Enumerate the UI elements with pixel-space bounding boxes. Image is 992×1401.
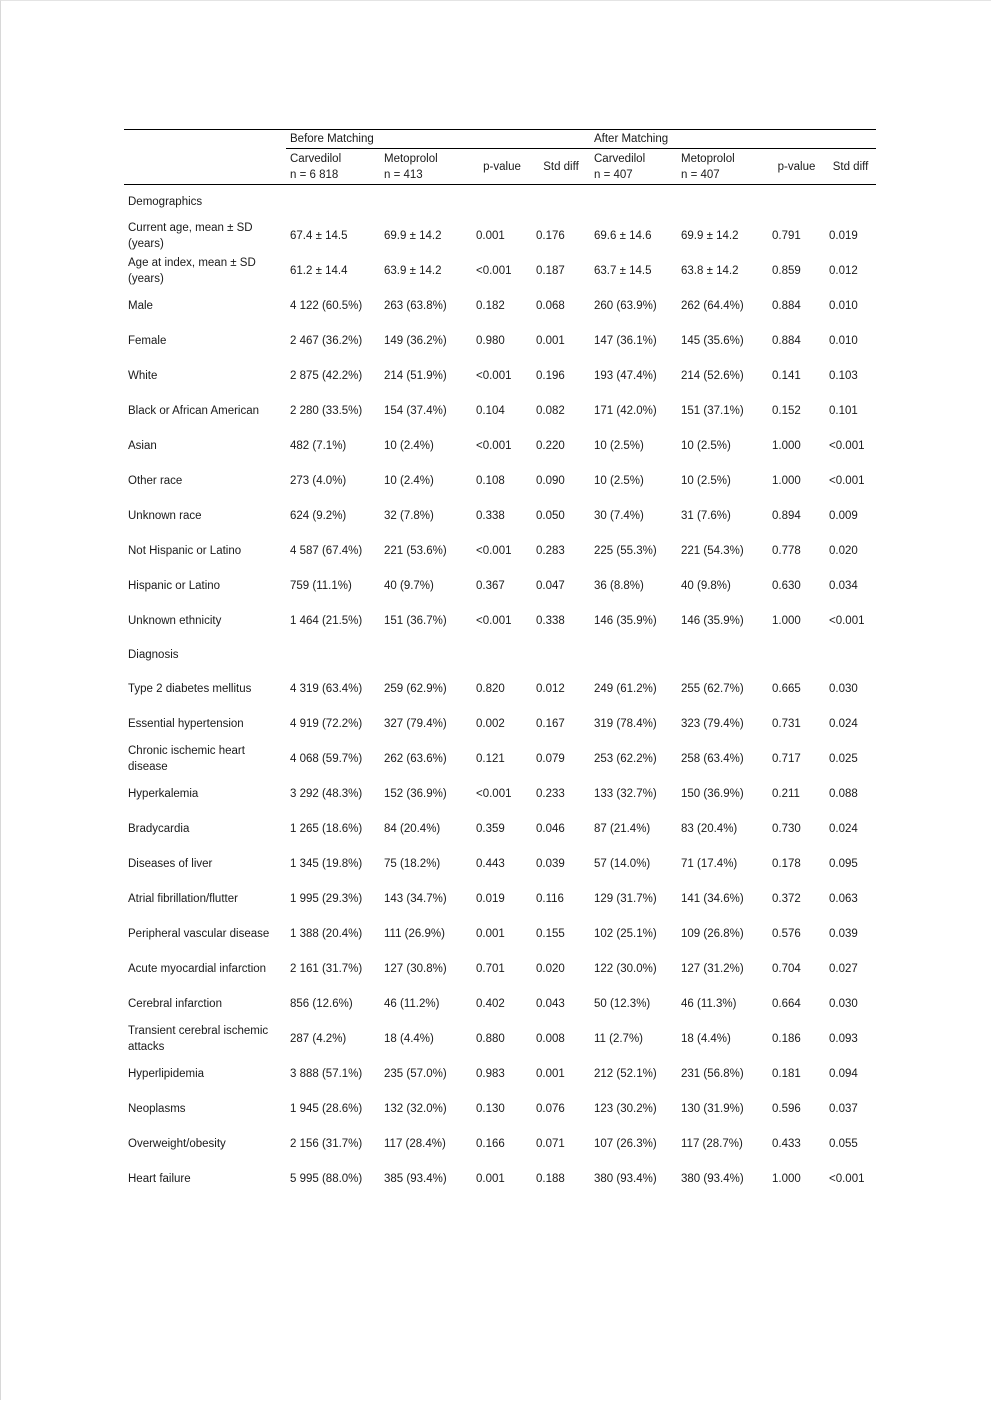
table-cell: 67.4 ± 14.5 [290,229,348,242]
table-cell: 0.820 [476,682,505,695]
table-cell: 133 (32.7%) [594,787,657,800]
table-cell: 129 (31.7%) [594,892,657,905]
table-cell: 109 (26.8%) [681,927,744,940]
table-cell: 145 (35.6%) [681,334,744,347]
table-row [124,916,876,951]
table-cell: 0.063 [829,892,858,905]
row-label: Unknown race [128,509,202,522]
row-label: White [128,369,158,382]
table-cell: 0.104 [476,404,505,417]
table-cell: 46 (11.2%) [384,997,440,1010]
table-cell: 0.359 [476,822,505,835]
carvedilol-after-header: Carvedilol n = 407 [590,149,677,185]
table-cell: 69.9 ± 14.2 [681,229,739,242]
table-cell: 149 (36.2%) [384,334,447,347]
table-row [124,463,876,498]
table-cell: 0.039 [829,927,858,940]
table-cell: 31 (7.6%) [681,509,731,522]
table-cell: 18 (4.4%) [384,1032,434,1045]
table-cell: 0.108 [476,474,505,487]
row-label: Atrial fibrillation/flutter [128,892,238,905]
table-cell: 0.095 [829,857,858,870]
table-cell: 10 (2.5%) [594,439,644,452]
table-cell: 0.704 [772,962,801,975]
table-row [124,568,876,603]
table-cell: 61.2 ± 14.4 [290,264,348,277]
table-cell: 0.043 [536,997,565,1010]
table-cell: <0.001 [829,1172,865,1185]
table-cell: 2 161 (31.7%) [290,962,363,975]
table-cell: 0.020 [536,962,565,975]
table-cell: 0.778 [772,544,801,557]
table-cell: 10 (2.5%) [681,439,731,452]
metoprolol-after-header: Metoprolol n = 407 [677,149,768,185]
table-row [124,741,876,776]
table-cell: 0.701 [476,962,505,975]
table-cell: 0.050 [536,509,565,522]
table-cell: 84 (20.4%) [384,822,441,835]
table-cell: 0.093 [829,1032,858,1045]
table-cell: 141 (34.6%) [681,892,744,905]
table-cell: 0.001 [536,334,565,347]
table-cell: 0.012 [536,682,565,695]
table-cell: 0.024 [829,822,858,835]
table-cell: 2 875 (42.2%) [290,369,363,382]
table-cell: 11 (2.7%) [594,1032,644,1045]
row-label: Age at index, mean ± SD (years) [128,256,256,285]
table-row [124,603,876,638]
table-cell: 212 (52.1%) [594,1067,657,1080]
table-cell: <0.001 [829,614,865,627]
table-cell: 0.155 [536,927,565,940]
table-cell: 0.001 [476,1172,505,1185]
table-cell: 0.196 [536,369,565,382]
table-cell: 1.000 [772,439,801,452]
p-value-after-header: p-value [768,149,825,185]
row-label: Hyperlipidemia [128,1067,205,1080]
table-cell: 255 (62.7%) [681,682,744,695]
table-cell: 0.082 [536,404,565,417]
table-cell: 63.9 ± 14.2 [384,264,442,277]
table-cell: 18 (4.4%) [681,1032,731,1045]
table-cell: 0.103 [829,369,858,382]
table-cell: 5 995 (88.0%) [290,1172,363,1185]
table-cell: 1.000 [772,1172,801,1185]
table-cell: 71 (17.4%) [681,857,738,870]
table-row [124,393,876,428]
table-cell: 75 (18.2%) [384,857,441,870]
row-label: Asian [128,439,157,452]
table-cell: 287 (4.2%) [290,1032,347,1045]
table-cell: 0.884 [772,334,801,347]
table-cell: 151 (36.7%) [384,614,447,627]
table-cell: 0.884 [772,299,801,312]
table-row [124,1161,876,1196]
table-cell: 111 (26.9%) [384,927,445,940]
section-title: Diagnosis [128,648,179,661]
table-cell: 117 (28.7%) [681,1137,743,1150]
table-cell: 0.090 [536,474,565,487]
table-cell: 150 (36.9%) [681,787,744,800]
table-cell: 380 (93.4%) [681,1172,744,1185]
label-header [124,149,286,185]
table-cell: 63.8 ± 14.2 [681,264,739,277]
row-label: Male [128,299,153,312]
table-cell: 0.024 [829,717,858,730]
table-cell: 0.030 [829,997,858,1010]
table-cell: 258 (63.4%) [681,752,744,765]
table-cell: 0.283 [536,544,565,557]
table-cell: 117 (28.4%) [384,1137,446,1150]
table-cell: 0.076 [536,1102,565,1115]
table-cell: 32 (7.8%) [384,509,434,522]
table-cell: 87 (21.4%) [594,822,651,835]
table-cell: 0.220 [536,439,565,452]
table-cell: <0.001 [829,439,865,452]
section-header-row [124,185,876,219]
table-row [124,986,876,1021]
table-cell: 0.178 [772,857,801,870]
table-cell: 0.880 [476,1032,505,1045]
table-cell: 0.443 [476,857,505,870]
table-cell: 0.037 [829,1102,858,1115]
table-cell: 127 (30.8%) [384,962,447,975]
table-cell: 0.121 [476,752,505,765]
column-header-row [124,149,876,185]
table-cell: 0.055 [829,1137,858,1150]
table-row [124,428,876,463]
table-cell: <0.001 [476,544,512,557]
table-cell: <0.001 [829,474,865,487]
table-cell: 30 (7.4%) [594,509,644,522]
table-cell: 0.046 [536,822,565,835]
table-cell: 0.030 [829,682,858,695]
table-cell: 0.009 [829,509,858,522]
table-cell: 0.338 [536,614,565,627]
table-cell: 107 (26.3%) [594,1137,657,1150]
table-cell: 0.894 [772,509,801,522]
table-cell: 0.141 [772,369,801,382]
table-row [124,671,876,706]
table-cell: 0.039 [536,857,565,870]
table-row [124,288,876,323]
table-cell: 154 (37.4%) [384,404,447,417]
table-cell: 0.068 [536,299,565,312]
table-cell: 143 (34.7%) [384,892,447,905]
table-cell: 1 265 (18.6%) [290,822,363,835]
table-cell: 57 (14.0%) [594,857,651,870]
table-cell: <0.001 [476,264,512,277]
table-cell: 4 068 (59.7%) [290,752,363,765]
std-diff-after-header: Std diff [825,149,876,185]
baseline-characteristics-table [124,129,876,1196]
table-cell: 0.019 [476,892,505,905]
table-cell: 0.152 [772,404,801,417]
table-cell: 0.001 [536,1067,565,1080]
table-cell: 0.731 [772,717,801,730]
table-cell: 0.233 [536,787,565,800]
table-cell: 40 (9.7%) [384,579,434,592]
table-cell: 259 (62.9%) [384,682,447,695]
row-label: Neoplasms [128,1102,186,1115]
table-cell: 273 (4.0%) [290,474,347,487]
std-diff-before-header: Std diff [532,149,590,185]
table-cell: 0.071 [536,1137,565,1150]
table-cell: 0.717 [772,752,801,765]
table-cell: 0.025 [829,752,858,765]
table-cell: 0.367 [476,579,505,592]
table-cell: 262 (63.6%) [384,752,447,765]
section-title: Demographics [128,195,203,208]
table-cell: 130 (31.9%) [681,1102,744,1115]
table-cell: 0.010 [829,334,858,347]
table-cell: 69.6 ± 14.6 [594,229,652,242]
table-row [124,951,876,986]
table-cell: 0.859 [772,264,801,277]
table-cell: 2 156 (31.7%) [290,1137,363,1150]
table-cell: 0.116 [536,892,564,905]
table-cell: 171 (42.0%) [594,404,657,417]
table-cell: 40 (9.8%) [681,579,731,592]
table-row [124,706,876,741]
table-row [124,358,876,393]
table-cell: 0.019 [829,229,858,242]
table-row [124,498,876,533]
table-cell: <0.001 [476,787,512,800]
row-label: Type 2 diabetes mellitus [128,682,252,695]
row-label: Overweight/obesity [128,1137,226,1150]
table-cell: 0.034 [829,579,858,592]
table-cell: 0.094 [829,1067,858,1080]
table-cell: 0.047 [536,579,565,592]
table-cell: 0.181 [772,1067,801,1080]
table-cell: 225 (55.3%) [594,544,657,557]
table-cell: 0.576 [772,927,801,940]
table-cell: 146 (35.9%) [594,614,657,627]
table-cell: 0.980 [476,334,505,347]
table-cell: 0.002 [476,717,505,730]
table-cell: 380 (93.4%) [594,1172,657,1185]
table-cell: 1 945 (28.6%) [290,1102,363,1115]
table-cell: 482 (7.1%) [290,439,347,452]
table-cell: 0.088 [829,787,858,800]
table-row [124,1056,876,1091]
table-cell: 214 (51.9%) [384,369,447,382]
table-cell: 0.433 [772,1137,801,1150]
table-cell: 3 292 (48.3%) [290,787,363,800]
table-row [124,776,876,811]
row-label: Chronic ischemic heart disease [128,744,245,773]
section-header-row [124,638,876,671]
empty-corner [124,130,286,149]
row-label: Essential hypertension [128,717,244,730]
row-label: Black or African American [128,404,260,417]
table-cell: 0.130 [476,1102,505,1115]
table-cell: 0.012 [829,264,858,277]
table-cell: 3 888 (57.1%) [290,1067,363,1080]
table-cell: 253 (62.2%) [594,752,657,765]
table-cell: 385 (93.4%) [384,1172,447,1185]
row-label: Other race [128,474,183,487]
row-label: Heart failure [128,1172,191,1185]
group-header-row [124,130,876,149]
before-matching-header: Before Matching [286,130,590,149]
table-cell: 10 (2.5%) [681,474,731,487]
table-cell: 0.211 [772,787,800,800]
table-cell: 4 122 (60.5%) [290,299,363,312]
table-cell: 0.001 [476,229,505,242]
table-cell: 69.9 ± 14.2 [384,229,442,242]
table-cell: 122 (30.0%) [594,962,657,975]
row-label: Hispanic or Latino [128,579,221,592]
table-cell: 0.372 [772,892,801,905]
after-matching-header: After Matching [590,130,876,149]
table-cell: 0.665 [772,682,801,695]
table-cell: 1.000 [772,474,801,487]
table-cell: 263 (63.8%) [384,299,447,312]
table-cell: 10 (2.4%) [384,439,434,452]
table-row [124,253,876,288]
table-cell: 123 (30.2%) [594,1102,657,1115]
table-cell: 1.000 [772,614,801,627]
metoprolol-before-header: Metoprolol n = 413 [380,149,472,185]
table-cell: 323 (79.4%) [681,717,744,730]
carvedilol-before-header: Carvedilol n = 6 818 [286,149,380,185]
table-cell: 260 (63.9%) [594,299,657,312]
table-cell: <0.001 [476,369,512,382]
row-label: Bradycardia [128,822,190,835]
table-cell: 0.166 [476,1137,505,1150]
table-cell: 0.027 [829,962,858,975]
row-label: Current age, mean ± SD (years) [128,221,253,250]
table-cell: 0.001 [476,927,505,940]
table-cell: 0.186 [772,1032,801,1045]
table-row [124,323,876,358]
row-label: Unknown ethnicity [128,614,222,627]
table-cell: <0.001 [476,439,512,452]
table-cell: <0.001 [476,614,512,627]
table-cell: 1 388 (20.4%) [290,927,363,940]
table-cell: 1 464 (21.5%) [290,614,363,627]
table-cell: 10 (2.5%) [594,474,644,487]
table-cell: 624 (9.2%) [290,509,347,522]
table-cell: 327 (79.4%) [384,717,447,730]
row-label: Not Hispanic or Latino [128,544,242,557]
table-cell: 152 (36.9%) [384,787,447,800]
table-cell: 0.187 [536,264,565,277]
table-cell: 4 587 (67.4%) [290,544,363,557]
table-cell: 0.983 [476,1067,505,1080]
table-cell: 151 (37.1%) [681,404,744,417]
table-row [124,1021,876,1056]
table-cell: 36 (8.8%) [594,579,644,592]
table-cell: 193 (47.4%) [594,369,657,382]
row-label: Hyperkalemia [128,787,199,800]
table-cell: 4 919 (72.2%) [290,717,363,730]
table-row [124,1126,876,1161]
table-cell: 0.167 [536,717,565,730]
table-cell: 0.630 [772,579,801,592]
table-cell: 0.730 [772,822,801,835]
table-cell: 0.182 [476,299,505,312]
table-cell: 0.079 [536,752,565,765]
table-cell: 146 (35.9%) [681,614,744,627]
table-cell: 249 (61.2%) [594,682,657,695]
table-row [124,846,876,881]
table-cell: 235 (57.0%) [384,1067,447,1080]
table-cell: 214 (52.6%) [681,369,744,382]
table-cell: 10 (2.4%) [384,474,434,487]
table-cell: 127 (31.2%) [681,962,744,975]
table-cell: 1 995 (29.3%) [290,892,363,905]
table-cell: 0.596 [772,1102,801,1115]
table-row [124,881,876,916]
table-cell: 759 (11.1%) [290,579,352,592]
row-label: Acute myocardial infarction [128,962,267,975]
table-cell: 147 (36.1%) [594,334,657,347]
table-row [124,218,876,253]
table-cell: 262 (64.4%) [681,299,744,312]
table-cell: 4 319 (63.4%) [290,682,363,695]
table-cell: 63.7 ± 14.5 [594,264,652,277]
table-row [124,811,876,846]
table-cell: 221 (53.6%) [384,544,447,557]
table-cell: 83 (20.4%) [681,822,738,835]
row-label: Female [128,334,167,347]
table-cell: 46 (11.3%) [681,997,737,1010]
table-cell: 0.008 [536,1032,565,1045]
table-row [124,533,876,568]
table-cell: 0.010 [829,299,858,312]
table-cell: 1 345 (19.8%) [290,857,363,870]
table-cell: 0.020 [829,544,858,557]
table-cell: 102 (25.1%) [594,927,657,940]
row-label: Transient cerebral ischemic attacks [128,1024,269,1053]
table-cell: 0.188 [536,1172,565,1185]
table-cell: 0.402 [476,997,505,1010]
table-cell: 0.791 [772,229,801,242]
table-cell: 0.338 [476,509,505,522]
table-cell: 0.176 [536,229,565,242]
table-body [124,185,876,1197]
row-label: Cerebral infarction [128,997,222,1010]
table-cell: 2 467 (36.2%) [290,334,363,347]
table-cell: 856 (12.6%) [290,997,353,1010]
table-row [124,1091,876,1126]
table-cell: 50 (12.3%) [594,997,651,1010]
row-label: Diseases of liver [128,857,213,870]
table-cell: 319 (78.4%) [594,717,657,730]
table-cell: 132 (32.0%) [384,1102,447,1115]
table-cell: 231 (56.8%) [681,1067,744,1080]
table-cell: 221 (54.3%) [681,544,744,557]
table-cell: 2 280 (33.5%) [290,404,363,417]
table-cell: 0.101 [829,404,858,417]
table-cell: 0.664 [772,997,801,1010]
p-value-before-header: p-value [472,149,532,185]
row-label: Peripheral vascular disease [128,927,270,940]
